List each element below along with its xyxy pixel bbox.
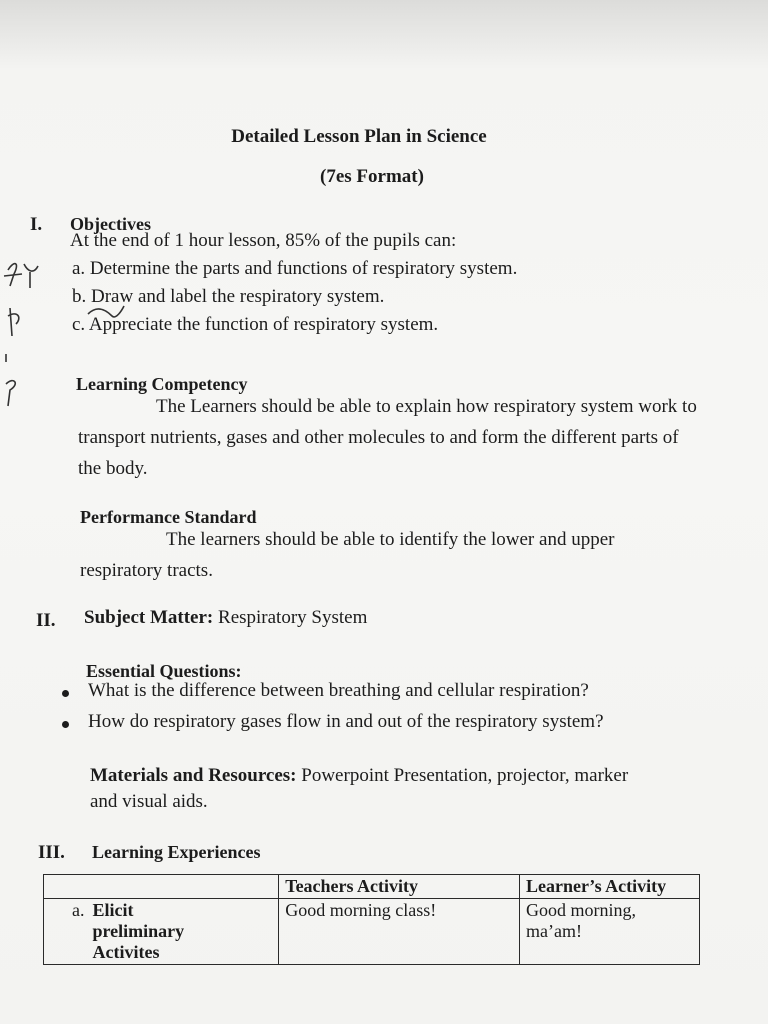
document-title: Detailed Lesson Plan in Science — [231, 126, 487, 147]
bullet-icon — [62, 690, 69, 697]
objectives-heading: Objectives — [70, 214, 151, 234]
row-label-prefix: a. — [72, 900, 85, 920]
learning-competency-heading: Learning Competency — [76, 374, 248, 394]
learner-activity-cell: Good morning, ma’am! — [519, 899, 699, 965]
performance-standard-heading: Performance Standard — [80, 507, 257, 527]
handwritten-margin-notes — [0, 258, 50, 408]
page-shadow — [0, 0, 768, 70]
subject-matter-label: Subject Matter: — [84, 607, 214, 628]
materials-label: Materials and Resources: — [90, 765, 297, 786]
table-header-teacher: Teachers Activity — [279, 875, 520, 899]
section-ii-numeral: II. — [36, 610, 56, 631]
subject-matter-line — [84, 607, 367, 629]
table-header-blank — [44, 875, 279, 899]
teacher-activity-cell: Good morning class! — [279, 899, 520, 965]
essential-questions-list — [60, 680, 604, 742]
objective-item-a: a. Determine the parts and functions of respiratory system. — [72, 258, 518, 279]
table-row — [44, 899, 700, 965]
table-header-row — [44, 875, 700, 899]
learning-experiences-table — [43, 874, 700, 965]
learning-competency-text: The Learners should be able to explain how respiratory system work to transport nutrients, gases and other molecules to and form the different parts of the body. — [78, 396, 697, 479]
table-header-learner: Learner’s Activity — [519, 875, 699, 899]
objective-item-b: b. Draw and label the respiratory system. — [72, 286, 385, 307]
learning-experiences-heading: Learning Experiences — [92, 842, 261, 862]
objective-item-c: c. Appreciate the function of respiratory system. — [72, 314, 439, 335]
materials-value: Powerpoint Presentation, projector, marker and visual aids. — [90, 765, 629, 812]
subject-matter-value: Respiratory System — [213, 607, 368, 628]
list-item: What is the difference between breathing and cellular respiration? — [60, 680, 604, 711]
list-item: How do respiratory gases flow in and out of the respiratory system? — [60, 711, 604, 742]
objectives-intro: At the end of 1 hour lesson, 85% of the pupils can: — [70, 230, 457, 251]
document-subtitle: (7es Format) — [320, 166, 424, 187]
materials-resources — [90, 763, 650, 815]
section-i-numeral: I. — [30, 214, 43, 235]
performance-standard-text: The learners should be able to identify the lower and upper respiratory tracts. — [80, 529, 615, 581]
row-label: Elicit preliminary Activites — [92, 900, 185, 962]
bullet-icon — [62, 721, 69, 728]
essential-questions-heading: Essential Questions: — [86, 661, 242, 681]
section-iii-numeral: III. — [38, 842, 65, 863]
row-label-cell — [44, 899, 279, 965]
handwritten-check-mark — [86, 302, 126, 324]
